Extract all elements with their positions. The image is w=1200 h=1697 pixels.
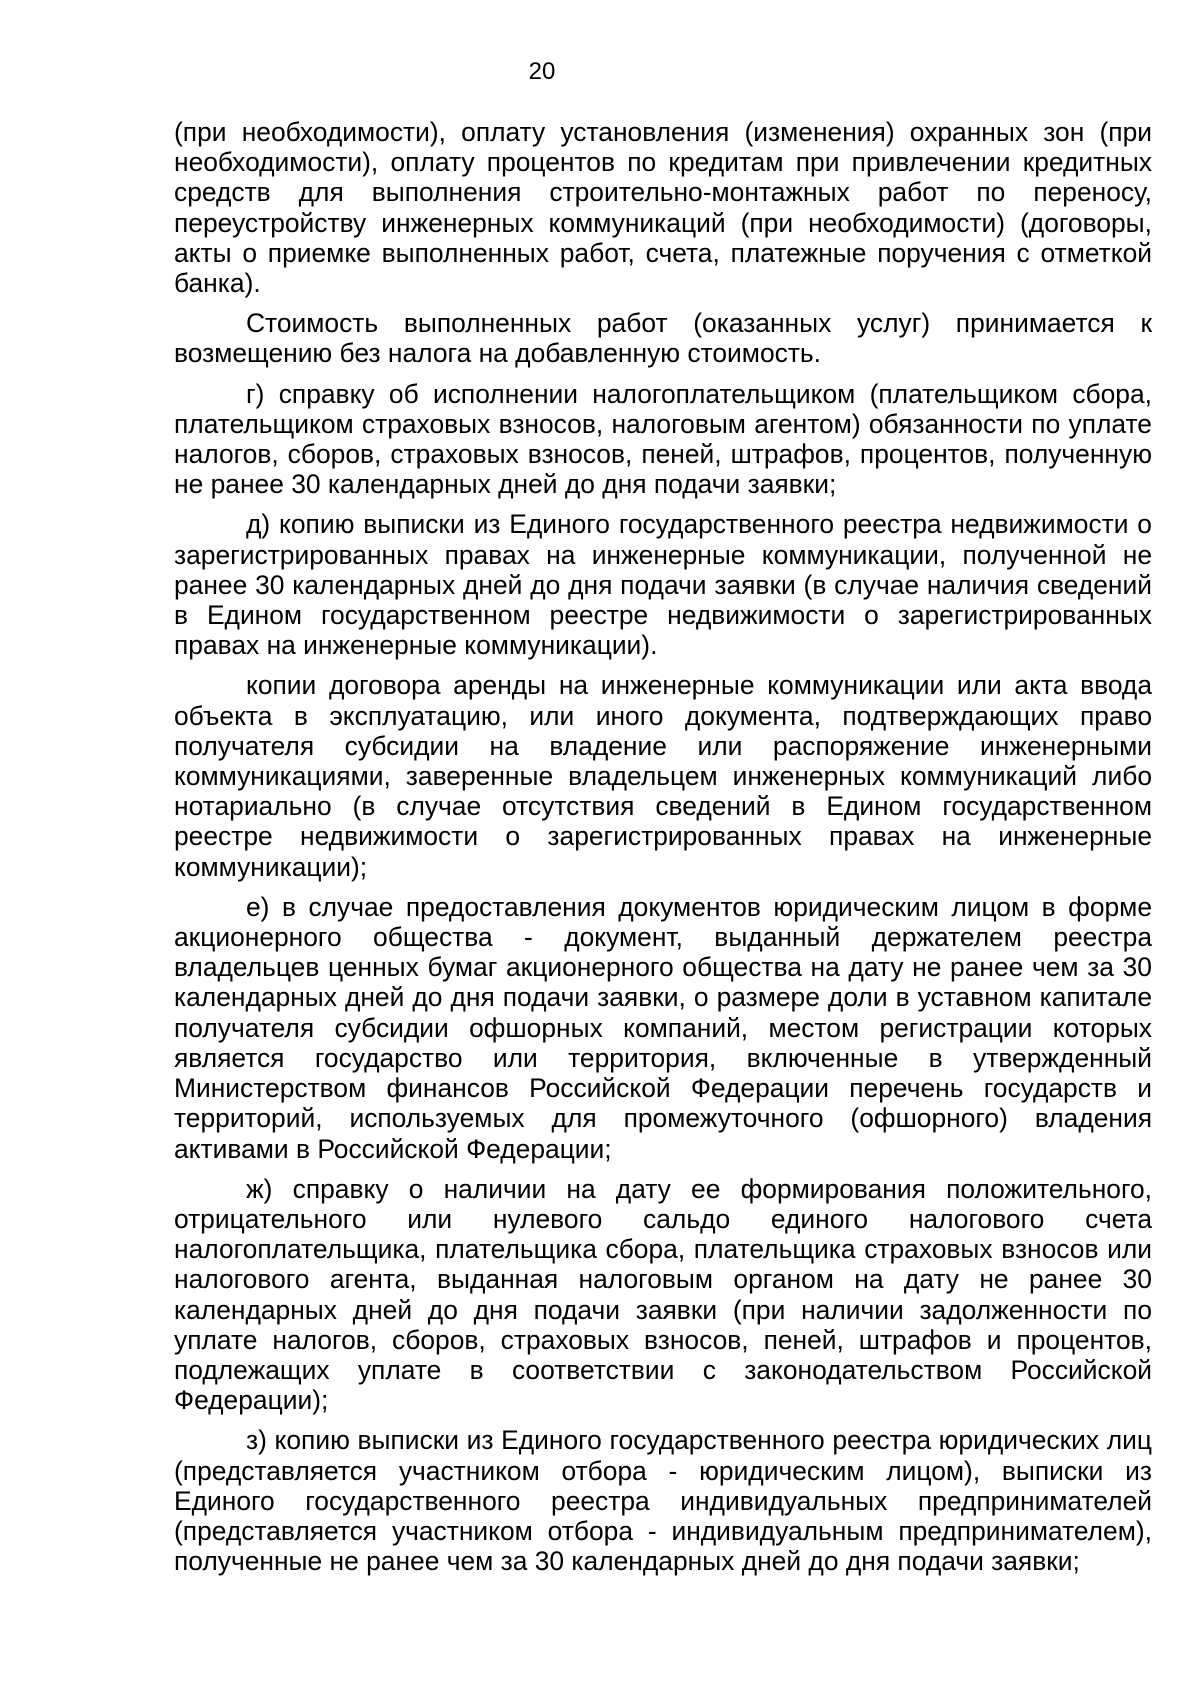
paragraph-item-g: г) справку об исполнении налогоплательщиком (плательщиком сбора, плательщиком страховых взносов, налоговым агентом) обязанности по уплате налогов, сборов, страховых взносов, пеней, штрафов, процентов, полученную не ранее 30 календарных дней до дня подачи заявки; <box>174 378 1152 500</box>
paragraph-item-z: з) копию выписки из Единого государственного реестра юридических лиц (представляется участником отбора - юридическим лицом), выписки из Единого государственного реестра индивидуальных предпринимателей (представляется участником отбора - индивидуальным предпринимателем), полученные не ранее чем за 30 календарных дней до дня подачи заявки; <box>174 1425 1152 1577</box>
page-number: 20 <box>528 58 556 85</box>
paragraph-lease-copies: копии договора аренды на инженерные коммуникации или акта ввода объекта в эксплуатацию, или иного документа, подтверждающих право получателя субсидии на владение или распоряжение инженерными коммуникациями, заверенные владельцем инженерных коммуникаций либо нотариально (в случае отсутствия сведений в Едином государственном реестре недвижимости о зарегистрированных правах на инженерные коммуникации); <box>174 670 1152 882</box>
document-body <box>174 117 1152 1586</box>
paragraph-continuation: (при необходимости), оплату установления (изменения) охранных зон (при необходимости), оплату процентов по кредитам при привлечении кредитных средств для выполнения строительно-монтажных работ по переносу, переустройству инженерных коммуникаций (при необходимости) (договоры, акты о приемке выполненных работ, счета, платежные поручения с отметкой банка). <box>174 117 1152 299</box>
paragraph-item-d: д) копию выписки из Единого государственного реестра недвижимости о зарегистрированных правах на инженерные коммуникации, полученной не ранее 30 календарных дней до дня подачи заявки (в случае наличия сведений в Едином государственном реестре недвижимости о зарегистрированных правах на инженерные коммуникации). <box>174 509 1152 661</box>
paragraph-item-zh: ж) справку о наличии на дату ее формирования положительного, отрицательного или нулевого сальдо единого налогового счета налогоплательщика, плательщика сбора, плательщика страховых взносов или налогового агента, выданная налоговым органом на дату не ранее 30 календарных дней до дня подачи заявки (при наличии задолженности по уплате налогов, сборов, страховых взносов, пеней, штрафов и процентов, подлежащих уплате в соответствии с законодательством Российской Федерации); <box>174 1173 1152 1416</box>
paragraph-cost-note: Стоимость выполненных работ (оказанных услуг) принимается к возмещению без налога на добавленную стоимость. <box>174 308 1152 369</box>
paragraph-item-e: е) в случае предоставления документов юридическим лицом в форме акционерного общества - документ, выданный держателем реестра владельцев ценных бумаг акционерного общества на дату не ранее чем за 30 календарных дней до дня подачи заявки, о размере доли в уставном капитале получателя субсидии офшорных компаний, местом регистрации которых является государство или территория, включенные в утвержденный Министерством финансов Российской Федерации перечень государств и территорий, используемых для промежуточного (офшорного) владения активами в Российской Федерации; <box>174 891 1152 1164</box>
